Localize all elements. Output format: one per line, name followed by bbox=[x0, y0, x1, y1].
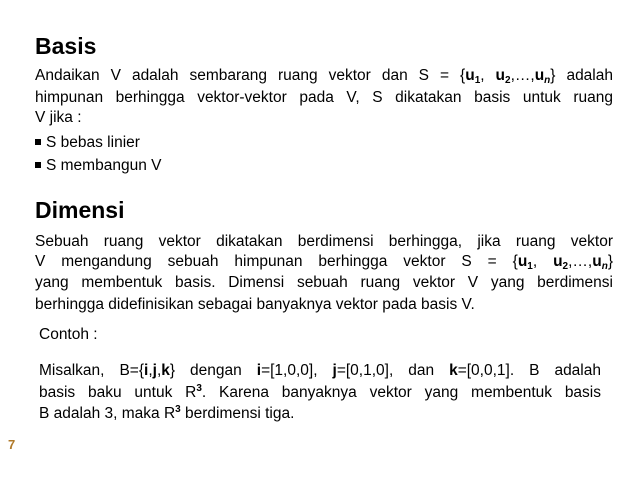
square-bullet-icon bbox=[35, 139, 41, 145]
contoh-label: Contoh : bbox=[39, 326, 98, 343]
bullet-item: S membangun V bbox=[35, 156, 161, 176]
basis-heading: Basis bbox=[35, 33, 97, 59]
bullet-item: S bebas linier bbox=[35, 133, 140, 153]
dimensi-heading: Dimensi bbox=[35, 197, 125, 223]
contoh-line-1: Misalkan, B={i,j,k} dengan i=[1,0,0], j=[0,1,0], dan k=[0,0,1]. B adalah bbox=[39, 362, 601, 379]
contoh-line-2: basis baku untuk $R^3$. Karena banyaknya vektor yang membentuk basis bbox=[39, 383, 602, 401]
basis-line-1: Andaikan V adalah sembarang ruang vektor dan $S = \{u_1$, $u_2,\dots,u_n$} adalah bbox=[35, 67, 613, 86]
dimensi-line-1: Sebuah ruang vektor dikatakan berdimensi berhingga, jika ruang vektor bbox=[35, 233, 613, 250]
basis-line-2: himpunan berhingga vektor-vektor pada V, S dikatakan basis untuk ruang bbox=[35, 89, 613, 106]
square-bullet-icon bbox=[35, 162, 41, 168]
basis-line-3: V jika : bbox=[35, 109, 82, 126]
dimensi-line-3: yang membentuk basis. Dimensi sebuah ruang vektor V yang berdimensi bbox=[35, 274, 613, 291]
dimensi-line-4: berhingga didefinisikan sebagai banyaknya vektor pada basis V. bbox=[35, 296, 475, 313]
page-number: 7 bbox=[8, 437, 16, 452]
contoh-line-3: B adalah 3, maka $R^3$ berdimensi tiga. bbox=[39, 404, 295, 422]
dimensi-line-2: V mengandung sebuah himpunan berhingga vektor $S = \{u_1$, $u_2,\dots,u_n$} bbox=[35, 253, 613, 272]
